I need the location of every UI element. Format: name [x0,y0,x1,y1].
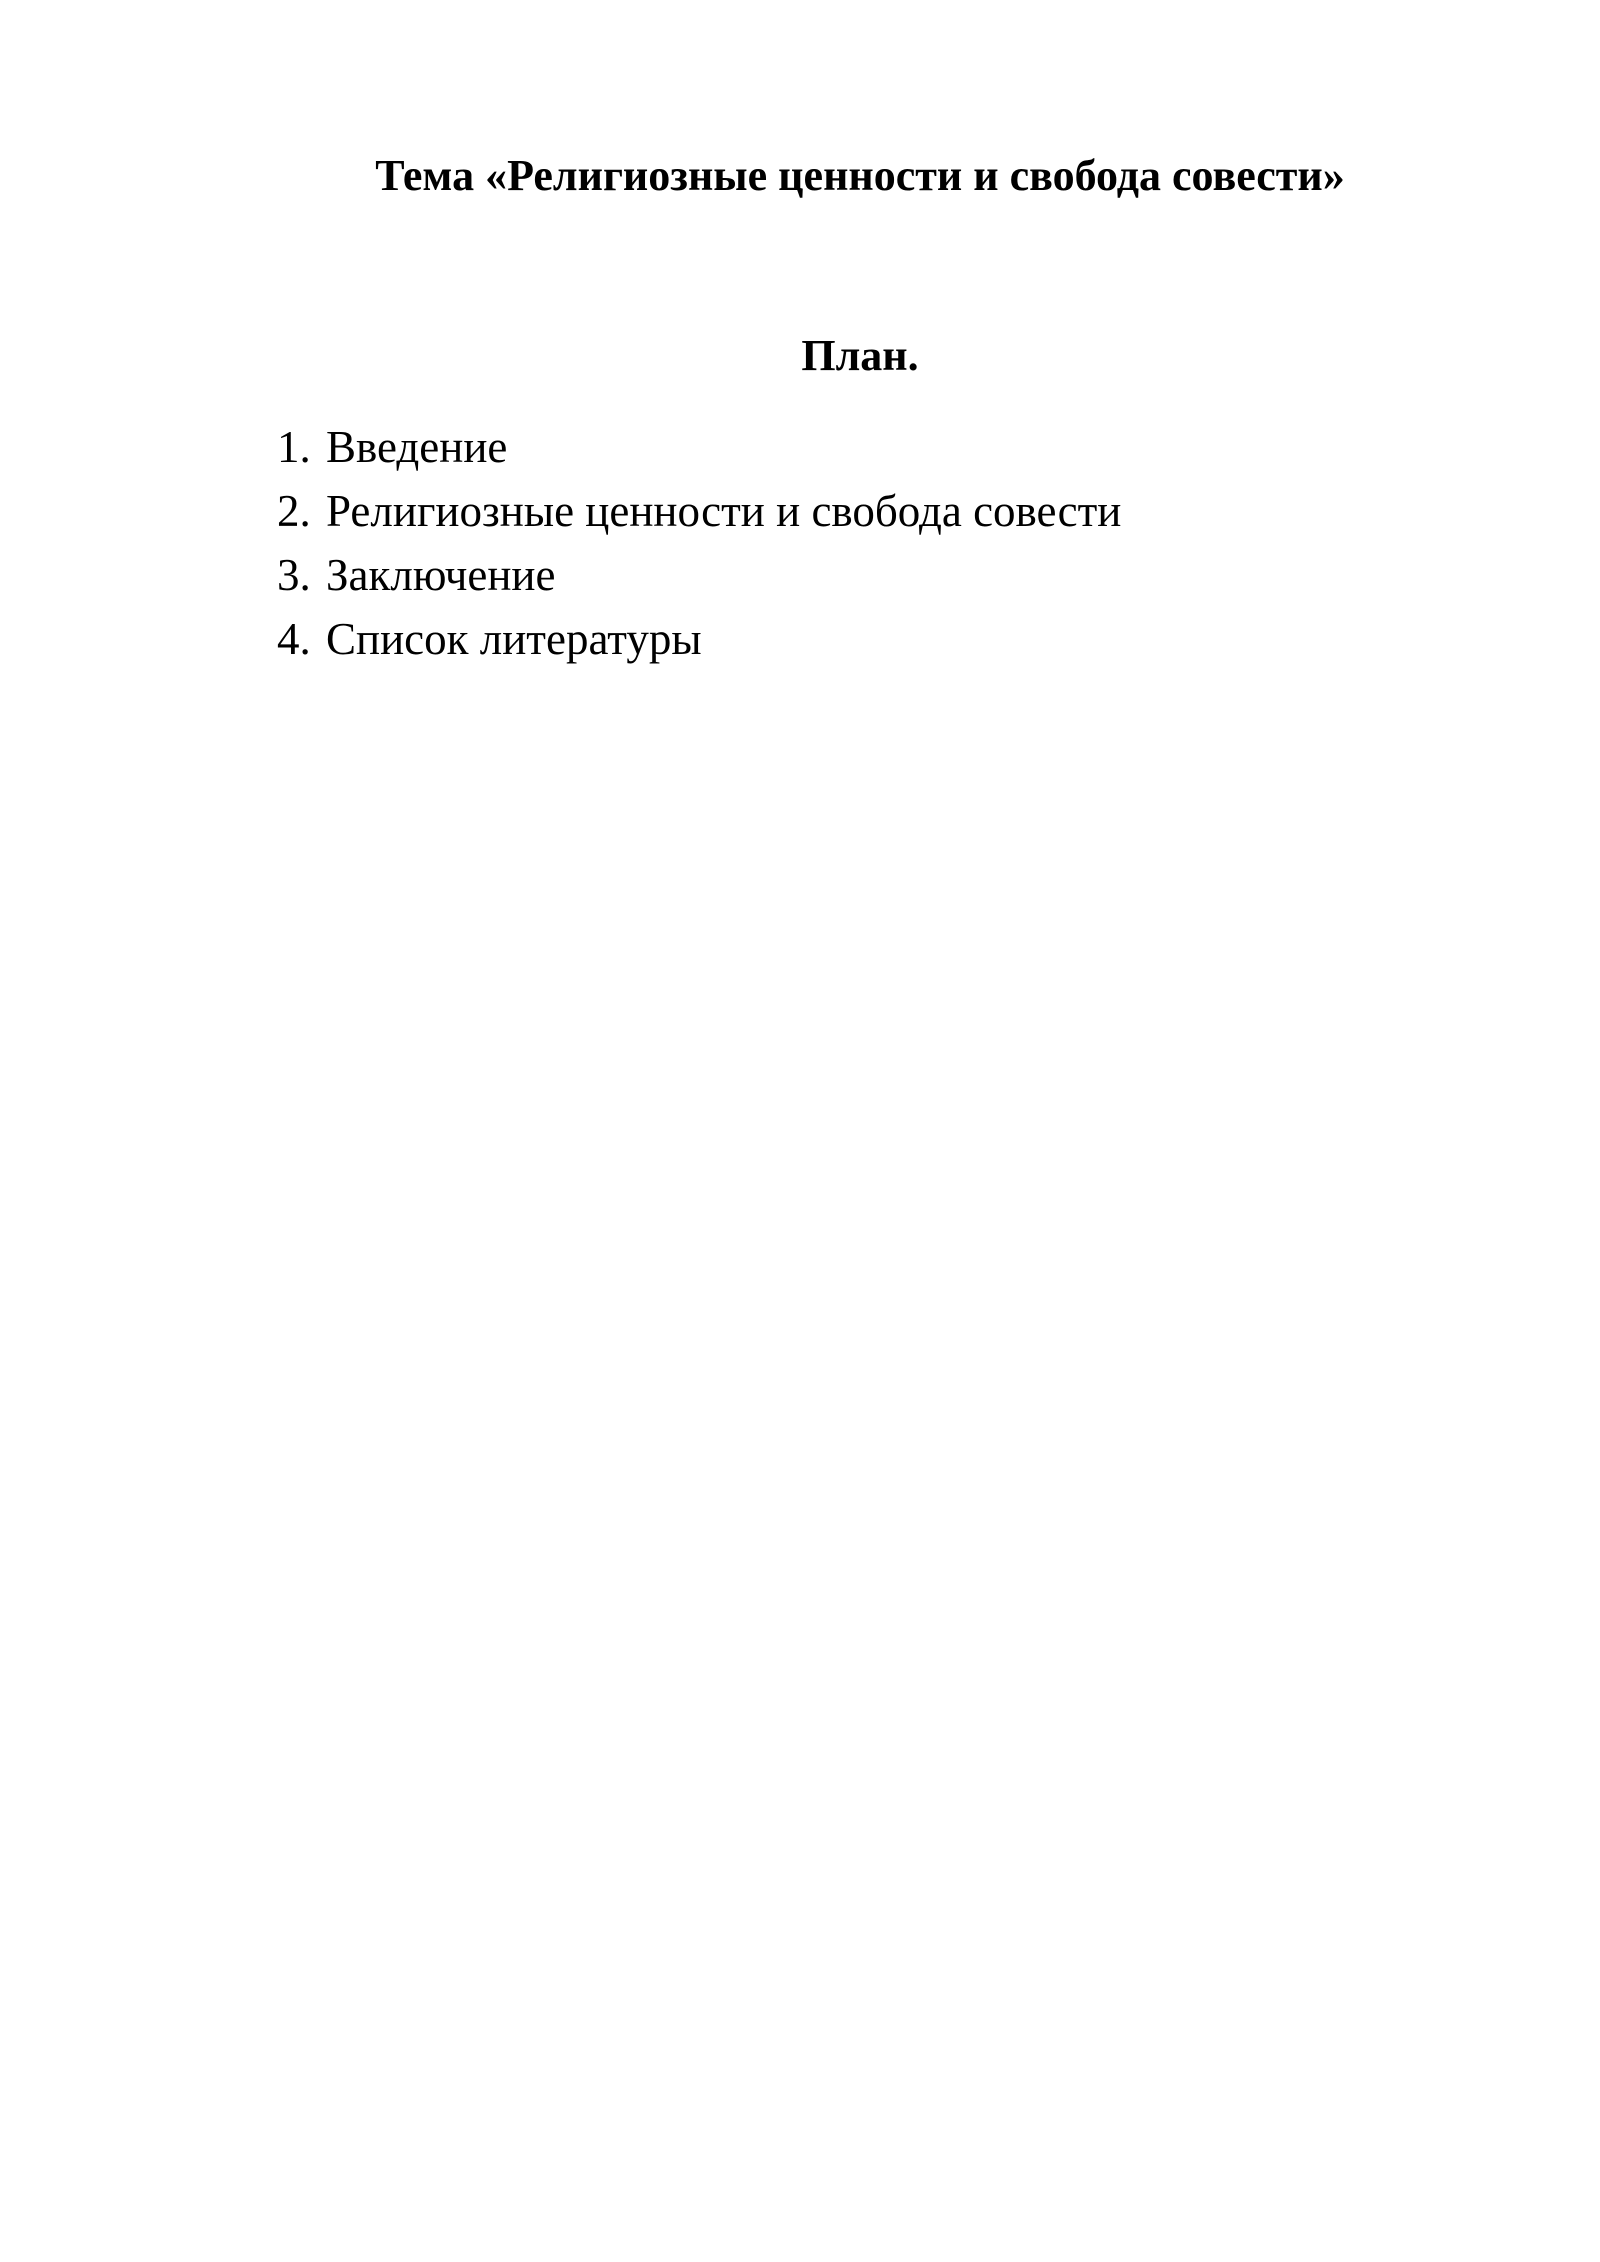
plan-item-references [277,607,1121,671]
plan-item-text: Введение [326,422,508,472]
plan-item-conclusion [277,543,1121,607]
plan-item-text: Религиозные ценности и свобода совести [326,486,1122,536]
plan-item-number: 1. [277,422,311,472]
plan-item-number: 3. [277,550,311,600]
plan-item-number: 4. [277,614,311,664]
plan-list [277,415,1121,671]
plan-item-main-topic [277,479,1121,543]
plan-item-text: Заключение [326,550,556,600]
plan-item-text: Список литературы [326,614,702,664]
plan-item-number: 2. [277,486,311,536]
plan-heading: План. [801,331,919,380]
document-title: Тема «Религиозные ценности и свобода совести» [375,151,1345,200]
plan-item-introduction [277,415,1121,479]
